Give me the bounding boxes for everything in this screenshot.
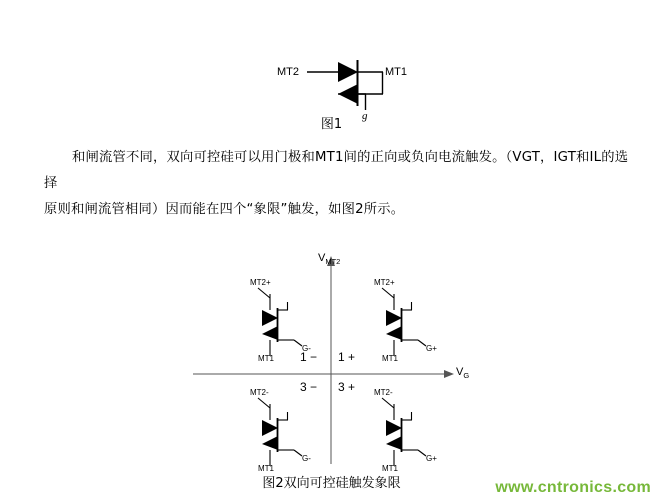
- figure-2-caption: 图2双向可控硅触发象限: [262, 476, 401, 491]
- device-br-gate-label: G+: [426, 454, 437, 463]
- quadrant-label-1: 1 +: [338, 350, 356, 364]
- quadrant-label-2: 1 −: [300, 350, 318, 364]
- figure-1-caption: 图1: [320, 117, 343, 132]
- device-tr-mt1-label: MT1: [382, 354, 398, 363]
- paragraph-line-1: 和闸流管不同，双向可控硅可以用门极和MT1间的正向或负向电流触发。（VGT，IGT和IL的选择: [44, 150, 629, 191]
- device-br-mt2-label: MT2-: [374, 388, 393, 397]
- x-axis-label: $V_G$: [456, 366, 470, 381]
- figure1-mt1-label: MT1: [385, 66, 407, 78]
- body-paragraph: [44, 145, 634, 223]
- device-bl-gate-label: G-: [302, 454, 311, 463]
- figure-2: [0, 240, 663, 473]
- device-tr-mt2-label: MT2+: [374, 278, 395, 287]
- device-bl-mt1-label: MT1: [258, 464, 274, 473]
- figure-1: [0, 22, 663, 122]
- watermark-text: www.cntronics.com: [495, 479, 651, 496]
- y-axis-label: $V_{MT2}$: [318, 252, 341, 267]
- quadrant-diagram-svg: [0, 240, 663, 470]
- triac-symbol-svg: [0, 22, 663, 122]
- device-bl-mt2-label: MT2-: [250, 388, 269, 397]
- figure1-mt2-label: MT2: [277, 66, 299, 78]
- device-br-mt1-label: MT1: [382, 464, 398, 473]
- quadrant-label-4: 3 +: [338, 380, 356, 394]
- device-tl-mt1-label: MT1: [258, 354, 274, 363]
- figure1-gate-label: g: [362, 110, 368, 122]
- paragraph-line-2: 原则和闸流管相同）因而能在四个“象限”触发，如图2所示。: [44, 202, 405, 217]
- figure-1-drawing: [0, 22, 663, 122]
- device-tr-gate-label: G+: [426, 344, 437, 353]
- device-tl-mt2-label: MT2+: [250, 278, 271, 287]
- device-tl-gate-label: G-: [302, 344, 311, 353]
- quadrant-label-3: 3 −: [300, 380, 318, 394]
